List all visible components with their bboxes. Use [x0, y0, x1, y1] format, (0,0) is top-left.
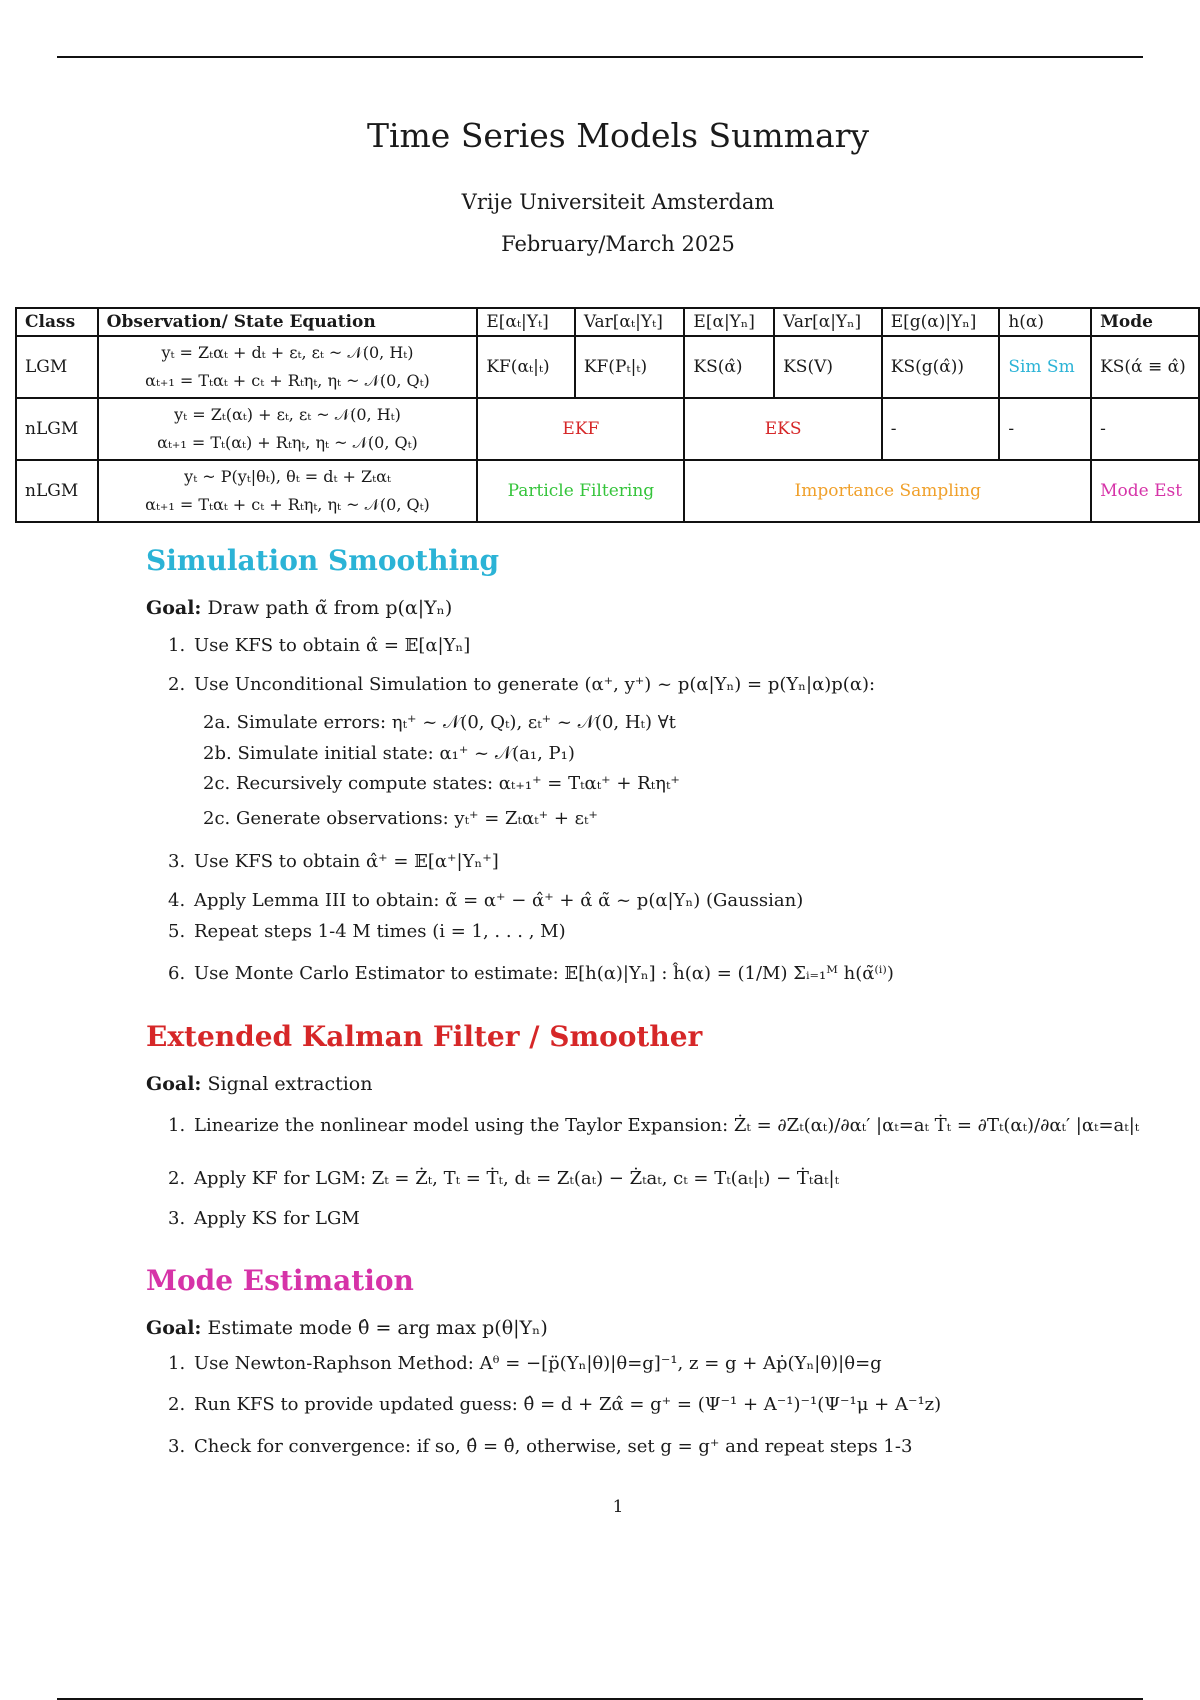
row-equations [98, 336, 478, 398]
row-class: LGM [16, 336, 98, 398]
header-mode: Mode [1091, 308, 1199, 336]
cell-particle-filtering: Particle Filtering [477, 460, 684, 522]
cell-mode: - [1091, 398, 1199, 460]
table-row-nlgm-1 [16, 398, 1199, 460]
top-rule [57, 56, 1143, 58]
list-item: 1. Use Newton-Raphson Method: Aᶿ = −[p̈(Yₙ|θ)|θ=g]⁻¹, z = g + Aṗ(Yₙ|θ)|θ=g [168, 1353, 882, 1374]
list-item: 3. Use KFS to obtain α̂⁺ = 𝔼[α⁺|Yₙ⁺] [168, 851, 499, 872]
observation-equation: yₜ ~ P(yₜ|θₜ), θₜ = dₜ + Zₜαₜ [184, 467, 391, 486]
cell-filtered-var: KF(Pₜ|ₜ) [575, 336, 685, 398]
goal-text: Signal extraction [207, 1073, 373, 1095]
state-equation: αₜ₊₁ = Tₜαₜ + cₜ + Rₜηₜ, ηₜ ~ 𝒩(0, Qₜ) [145, 495, 430, 514]
list-item: 3. Apply KS for LGM [168, 1208, 360, 1229]
cell-g-expectation: KS(g(α̂)) [882, 336, 1000, 398]
header-filtered-mean: E[αₜ|Yₜ] [477, 308, 575, 336]
state-equation: αₜ₊₁ = Tₜαₜ + cₜ + Rₜηₜ, ηₜ ~ 𝒩(0, Qₜ) [145, 371, 430, 390]
row-equations [98, 398, 478, 460]
list-item: 3. Check for convergence: if so, θ̂ = θ̂, otherwise, set g = g⁺ and repeat steps 1-3 [168, 1436, 913, 1457]
list-item: 1. Linearize the nonlinear model using the Taylor Expansion: Żₜ = ∂Zₜ(αₜ)/∂αₜ′ |αₜ=aₜ Ṫₜ = ∂Tₜ(αₜ)/∂αₜ′ |αₜ=aₜ|ₜ [168, 1115, 1140, 1136]
page-number: 1 [612, 1497, 624, 1517]
list-item: 2a. Simulate errors: ηₜ⁺ ~ 𝒩(0, Qₜ), εₜ⁺ ~ 𝒩(0, Hₜ) ∀t [203, 712, 676, 733]
header-smoothed-mean: E[α|Yₙ] [684, 308, 774, 336]
header-h: h(α) [999, 308, 1091, 336]
affiliation: Vrije Universiteit Amsterdam [461, 190, 775, 214]
row-class: nLGM [16, 398, 98, 460]
cell-mode: KS(ά ≡ α̂) [1091, 336, 1199, 398]
cell-smoothed-var: KS(V) [774, 336, 882, 398]
section-heading-simulation-smoothing: Simulation Smoothing [146, 544, 500, 577]
document-title: Time Series Models Summary [366, 116, 870, 155]
goal-text: Estimate mode θ̂ = arg max p(θ|Yₙ) [207, 1317, 548, 1339]
list-item: 5. Repeat steps 1-4 M times (i = 1, . . . , M) [168, 921, 566, 942]
cell-h: - [999, 398, 1091, 460]
ekf-goal [146, 1073, 372, 1095]
cell-smoothed-mean: KS(α̂) [684, 336, 774, 398]
goal-label: Goal: [146, 597, 202, 619]
header-class: Class [16, 308, 98, 336]
table-header-row [16, 308, 1199, 336]
goal-label: Goal: [146, 1073, 202, 1095]
section-heading-mode-estimation: Mode Estimation [146, 1264, 414, 1297]
list-item: 2b. Simulate initial state: α₁⁺ ~ 𝒩(a₁, P₁) [203, 743, 575, 764]
section-heading-ekf: Extended Kalman Filter / Smoother [146, 1020, 703, 1053]
table-row-nlgm-2 [16, 460, 1199, 522]
state-equation: αₜ₊₁ = Tₜ(αₜ) + Rₜηₜ, ηₜ ~ 𝒩(0, Qₜ) [157, 433, 418, 452]
table-row-lgm [16, 336, 1199, 398]
list-item: 2. Apply KF for LGM: Zₜ = Żₜ, Tₜ = Ṫₜ, dₜ = Zₜ(aₜ) − Żₜaₜ, cₜ = Tₜ(aₜ|ₜ) − Ṫₜaₜ|ₜ [168, 1168, 840, 1189]
cell-g-expectation: - [882, 398, 1000, 460]
list-item: 2c. Generate observations: yₜ⁺ = Zₜαₜ⁺ + εₜ⁺ [203, 808, 598, 829]
models-summary-table [15, 307, 1200, 523]
cell-sim-smoother: Sim Sm [999, 336, 1091, 398]
goal-text: Draw path α̃ from p(α|Yₙ) [207, 597, 453, 619]
list-item: 4. Apply Lemma III to obtain: α̃ = α⁺ − α̂⁺ + α̂ α̃ ~ p(α|Yₙ) (Gaussian) [168, 890, 804, 911]
date: February/March 2025 [501, 232, 735, 256]
list-item: 2c. Recursively compute states: αₜ₊₁⁺ = Tₜαₜ⁺ + Rₜηₜ⁺ [203, 773, 680, 794]
header-smoothed-var: Var[α|Yₙ] [774, 308, 882, 336]
row-equations [98, 460, 478, 522]
list-item: 1. Use KFS to obtain α̂ = 𝔼[α|Yₙ] [168, 635, 471, 656]
observation-equation: yₜ = Zₜ(αₜ) + εₜ, εₜ ~ 𝒩(0, Hₜ) [174, 405, 401, 424]
header-g-expectation: E[g(α)|Yₙ] [882, 308, 1000, 336]
list-item: 2. Run KFS to provide updated guess: θ̂ = d + Zα̂ = g⁺ = (Ψ⁻¹ + A⁻¹)⁻¹(Ψ⁻¹μ + A⁻¹z) [168, 1394, 942, 1415]
cell-importance-sampling: Importance Sampling [684, 460, 1091, 522]
cell-eks: EKS [684, 398, 881, 460]
observation-equation: yₜ = Zₜαₜ + dₜ + εₜ, εₜ ~ 𝒩(0, Hₜ) [161, 343, 414, 362]
cell-mode-est: Mode Est [1091, 460, 1199, 522]
header-equation: Observation/ State Equation [98, 308, 478, 336]
mode-goal [146, 1317, 548, 1339]
cell-filtered-mean: KF(αₜ|ₜ) [477, 336, 575, 398]
sim-goal [146, 597, 452, 619]
goal-label: Goal: [146, 1317, 202, 1339]
cell-ekf: EKF [477, 398, 684, 460]
list-item: 6. Use Monte Carlo Estimator to estimate: 𝔼[h(α)|Yₙ] : ĥ(α) = (1/M) Σᵢ₌₁ᴹ h(α̃⁽ⁱ⁾) [168, 963, 894, 984]
list-item: 2. Use Unconditional Simulation to generate (α⁺, y⁺) ~ p(α|Yₙ) = p(Yₙ|α)p(α): [168, 674, 876, 695]
header-filtered-var: Var[αₜ|Yₜ] [575, 308, 685, 336]
row-class: nLGM [16, 460, 98, 522]
